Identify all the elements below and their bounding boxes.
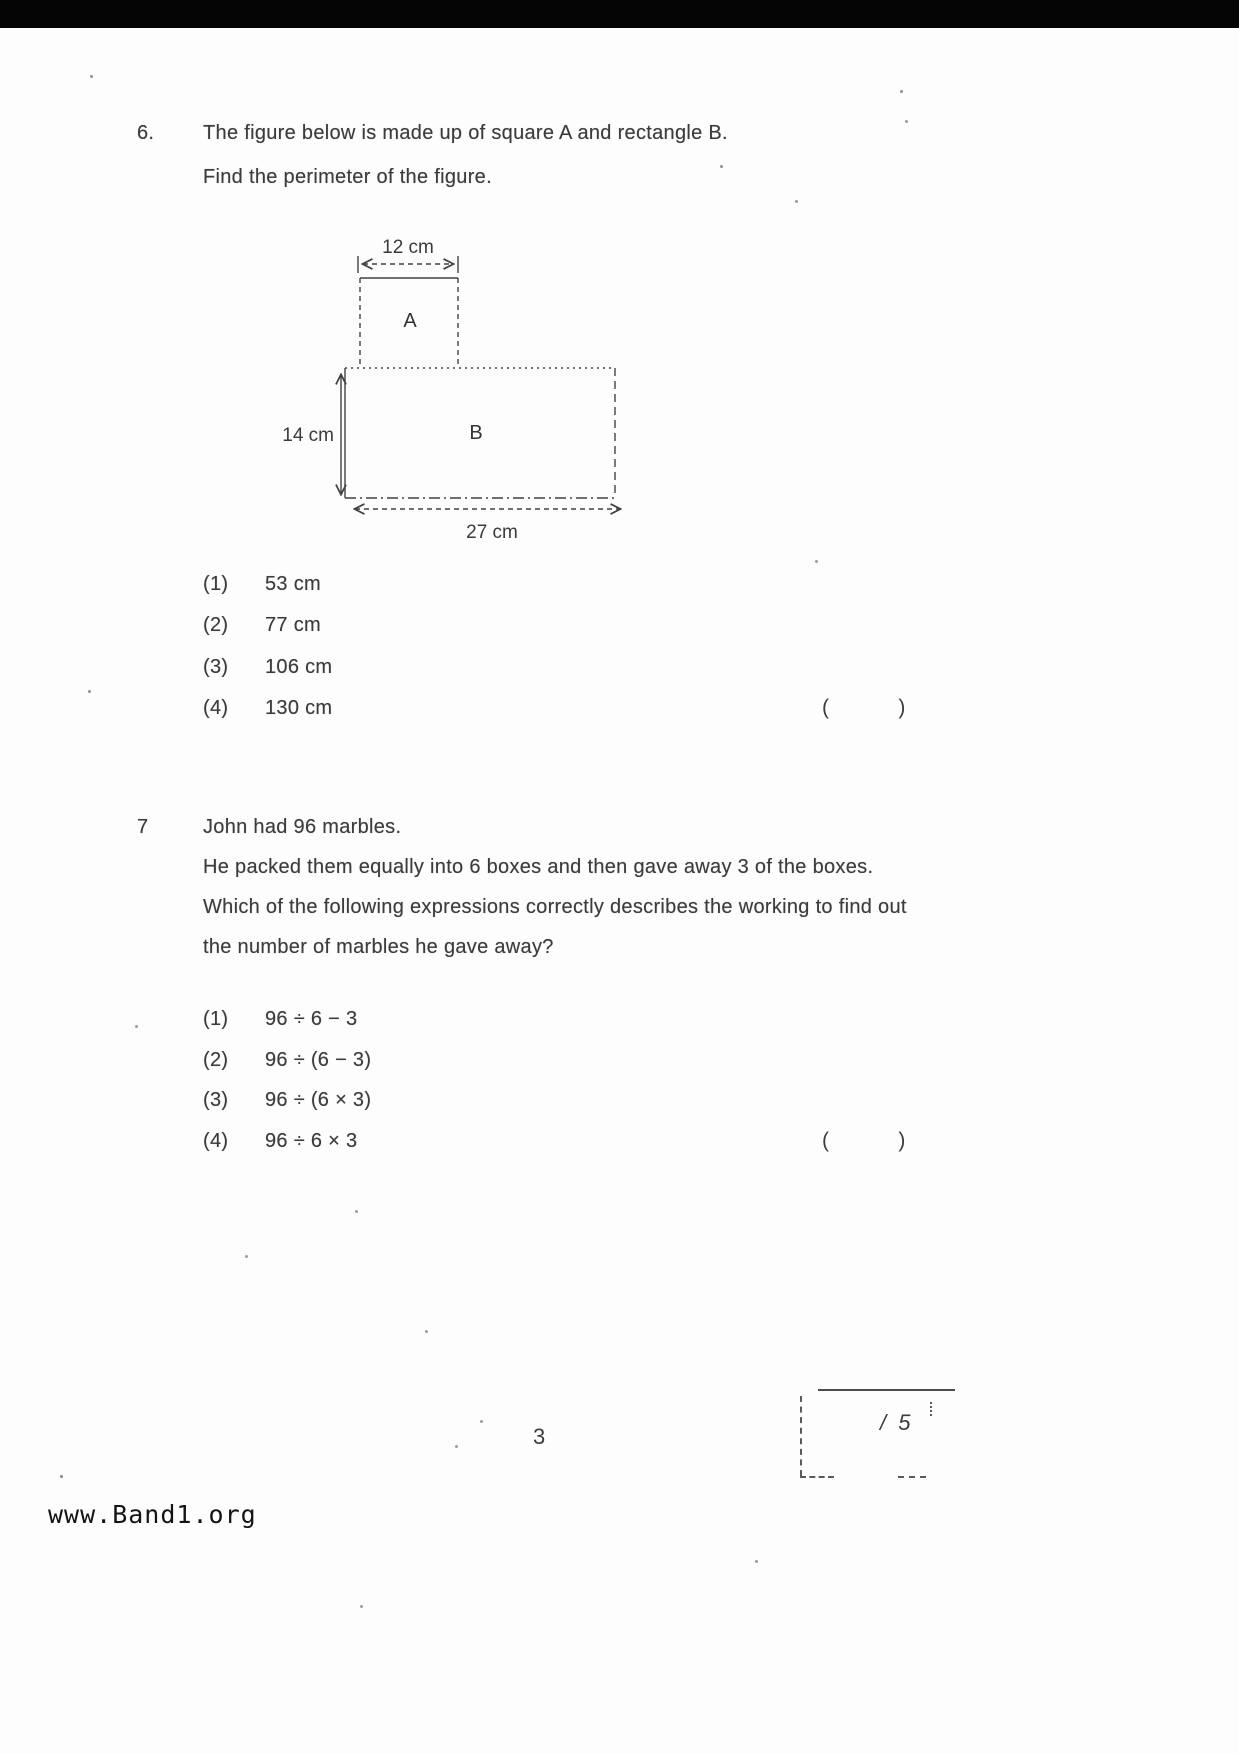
option-number: (3) <box>203 1089 229 1111</box>
dim-label-top: 12 cm <box>382 237 434 258</box>
option-number: (1) <box>203 1008 229 1030</box>
q6-option-1 <box>203 573 321 596</box>
q7-option-3 <box>203 1089 371 1112</box>
marks-corner-tick <box>930 1402 932 1416</box>
watermark: www.Band1.org <box>48 1500 257 1529</box>
option-text: 96 ÷ 6 − 3 <box>265 1008 358 1030</box>
option-text: 77 cm <box>265 614 321 636</box>
q6-option-2 <box>203 614 321 637</box>
q6-number: 6. <box>137 122 155 144</box>
q7-answer-blank: ( ) <box>822 1129 907 1152</box>
option-number: (4) <box>203 1130 229 1152</box>
marks-value: / 5 <box>880 1410 914 1435</box>
dim-label-left: 14 cm <box>282 425 334 446</box>
marks-bottom-dash-left <box>800 1476 834 1478</box>
marks-top-line <box>818 1389 955 1391</box>
option-text: 96 ÷ (6 × 3) <box>265 1089 372 1111</box>
q7-text-line2: He packed them equally into 6 boxes and then gave away 3 of the boxes. <box>203 856 874 878</box>
option-number: (2) <box>203 614 229 636</box>
option-text: 96 ÷ (6 − 3) <box>265 1049 372 1071</box>
option-number: (1) <box>203 573 229 595</box>
q7-number: 7 <box>137 816 149 838</box>
option-number: (2) <box>203 1049 229 1071</box>
q7-text-line1: John had 96 marbles. <box>203 816 402 838</box>
q7-text-line3: Which of the following expressions correctly describes the working to find out <box>203 896 907 918</box>
q7-text-line4: the number of marbles he gave away? <box>203 936 554 958</box>
scan-black-bar <box>0 0 1239 28</box>
q6-figure <box>270 236 650 554</box>
option-number: (4) <box>203 697 229 719</box>
marks-frame <box>800 1396 958 1476</box>
q6-text-line2: Find the perimeter of the figure. <box>203 166 492 188</box>
q6-option-3 <box>203 656 332 679</box>
q6-text-line1: The figure below is made up of square A and rectangle B. <box>203 122 728 144</box>
option-text: 96 ÷ 6 × 3 <box>265 1130 358 1152</box>
option-number: (3) <box>203 656 229 678</box>
dim-label-bottom: 27 cm <box>466 522 518 543</box>
option-text: 106 cm <box>265 656 333 678</box>
scan-noise <box>60 1475 63 1478</box>
rect-b-label: B <box>469 422 483 444</box>
q6-answer-blank: ( ) <box>822 696 907 719</box>
square-a-label: A <box>403 310 417 332</box>
q7-option-1 <box>203 1008 357 1031</box>
q7-option-2 <box>203 1049 371 1072</box>
option-text: 53 cm <box>265 573 321 595</box>
marks-bottom-dash-right <box>898 1476 926 1478</box>
q7-option-4 <box>203 1130 357 1153</box>
page-number: 3 <box>533 1424 546 1449</box>
option-text: 130 cm <box>265 697 333 719</box>
q6-option-4 <box>203 697 332 720</box>
